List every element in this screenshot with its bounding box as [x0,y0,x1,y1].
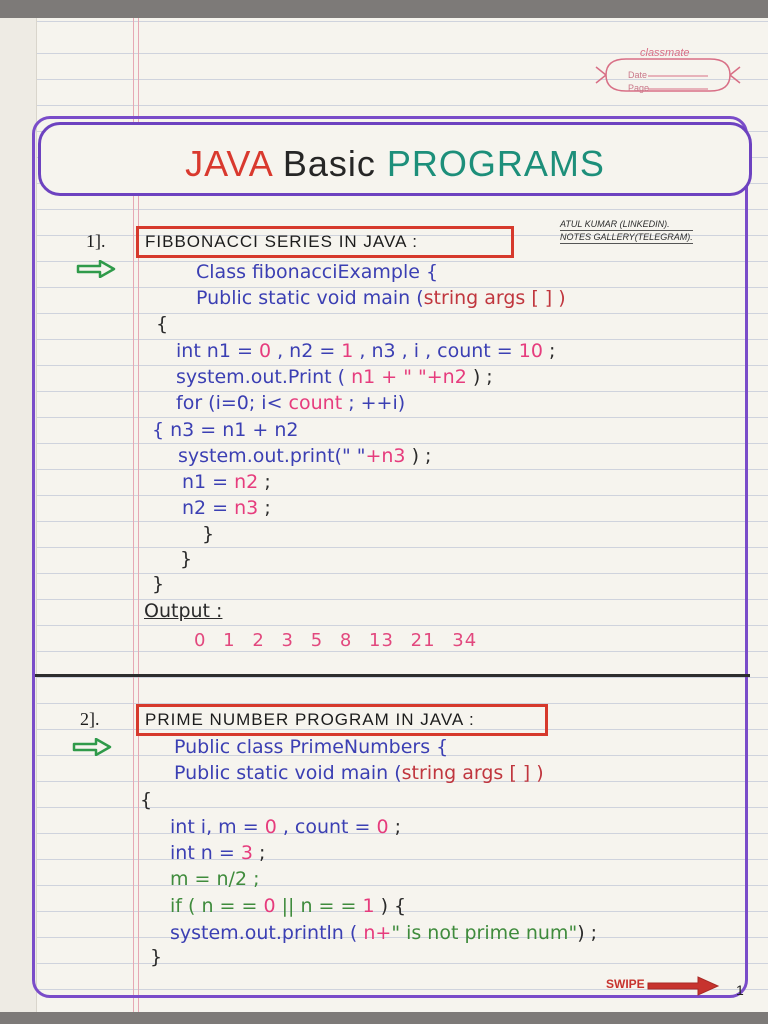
code-token: n3 [234,497,259,519]
code-token: || n = = [275,895,363,917]
code-line: m = n/2 ; [170,868,260,890]
code-line [174,762,544,784]
code-token: int i, m = [170,816,265,838]
section-divider [35,674,750,677]
code-token: Public static void main ( [196,287,424,309]
code-line: Class fibonacciExample { [196,261,439,283]
code-token: system.out.println ( [170,922,364,944]
code-line [170,816,401,838]
code-line: } [150,946,163,968]
code-token: n2 [234,471,259,493]
code-token: 0 [263,895,276,917]
title-basic: Basic [282,143,376,184]
code-token: count [288,392,343,414]
code-token: ; [542,340,556,362]
section-heading: FIBBONACCI SERIES IN JAVA : [136,226,514,258]
code-token: Public static void main ( [174,762,402,784]
code-token: for (i=0; i< [176,392,289,414]
page-title [41,143,749,185]
code-token: 1 [362,895,375,917]
code-line [182,471,271,493]
code-token: 0 [258,340,272,362]
title-java: JAVA [185,143,272,184]
code-line: } [180,548,193,570]
output-label: Output : [144,600,223,622]
code-token: string args [ ] ) [423,287,566,309]
swipe-arrow-icon [646,976,722,996]
title-programs: PROGRAMS [386,143,605,184]
code-token: ) ; [466,366,493,388]
code-line [178,445,431,467]
code-token: ) ; [405,445,432,467]
section-number: 1]. [86,231,106,251]
code-token: , n2 = [271,340,342,362]
code-token: ; [258,471,271,493]
code-line [170,842,265,864]
code-token: 3 [240,842,253,864]
code-line: { n3 = n1 + n2 [152,419,299,441]
code-line [176,340,555,362]
code-token: ; [252,842,266,864]
section-heading: PRIME NUMBER PROGRAM IN JAVA : [136,704,548,736]
code-token: if ( n = = [170,895,264,917]
code-line: { [156,313,169,335]
code-token: string args [ ] ) [401,762,544,784]
date-label: Date [628,70,648,80]
code-token: 0 [264,816,277,838]
code-token: +n3 [365,445,406,467]
code-line [170,922,597,944]
code-token: , count = [276,816,377,838]
credit-linkedin: ATUL KUMAR (LINKEDIN). [560,218,693,231]
code-token: int n1 = [176,340,259,362]
code-token: 0 [376,816,389,838]
arrow-right-icon [72,738,112,756]
arrow-right-icon [76,260,116,278]
code-line [176,392,405,414]
code-token: n1 + " "+n2 [345,366,467,388]
code-line: } [202,523,215,545]
page-number: 1 [736,982,744,998]
code-token: ) ; [577,922,598,944]
code-token: n2 = [182,497,235,519]
code-token: ; [258,497,271,519]
code-token: system.out.print(" " [178,445,366,467]
code-token: int n = [170,842,241,864]
code-token: ) { [374,895,407,917]
page-label: Page [628,83,650,93]
code-line [170,895,406,917]
credits [560,218,693,244]
code-token: 1 [341,340,354,362]
code-line: Public class PrimeNumbers { [174,736,449,758]
swipe-label: SWIPE [606,977,645,991]
code-token: " is not prime num" [391,922,578,944]
code-line [176,366,493,388]
title-box [38,122,752,196]
section-number: 2]. [80,709,100,729]
code-token: , n3 , i , count = [353,340,519,362]
code-token: ; [388,816,402,838]
code-token: system.out.Print ( [176,366,346,388]
code-token: n1 = [182,471,235,493]
code-line: } [152,573,165,595]
code-line [196,287,566,309]
code-line: { [140,789,153,811]
code-token: 10 [518,340,543,362]
code-token: ; ++i) [342,392,406,414]
brand-name: classmate [640,47,690,59]
output-values: 0 1 2 3 5 8 13 21 34 [194,630,478,651]
code-token: n+ [363,922,392,944]
code-line [182,497,271,519]
credit-telegram: NOTES GALLERY(TELEGRAM). [560,232,693,242]
